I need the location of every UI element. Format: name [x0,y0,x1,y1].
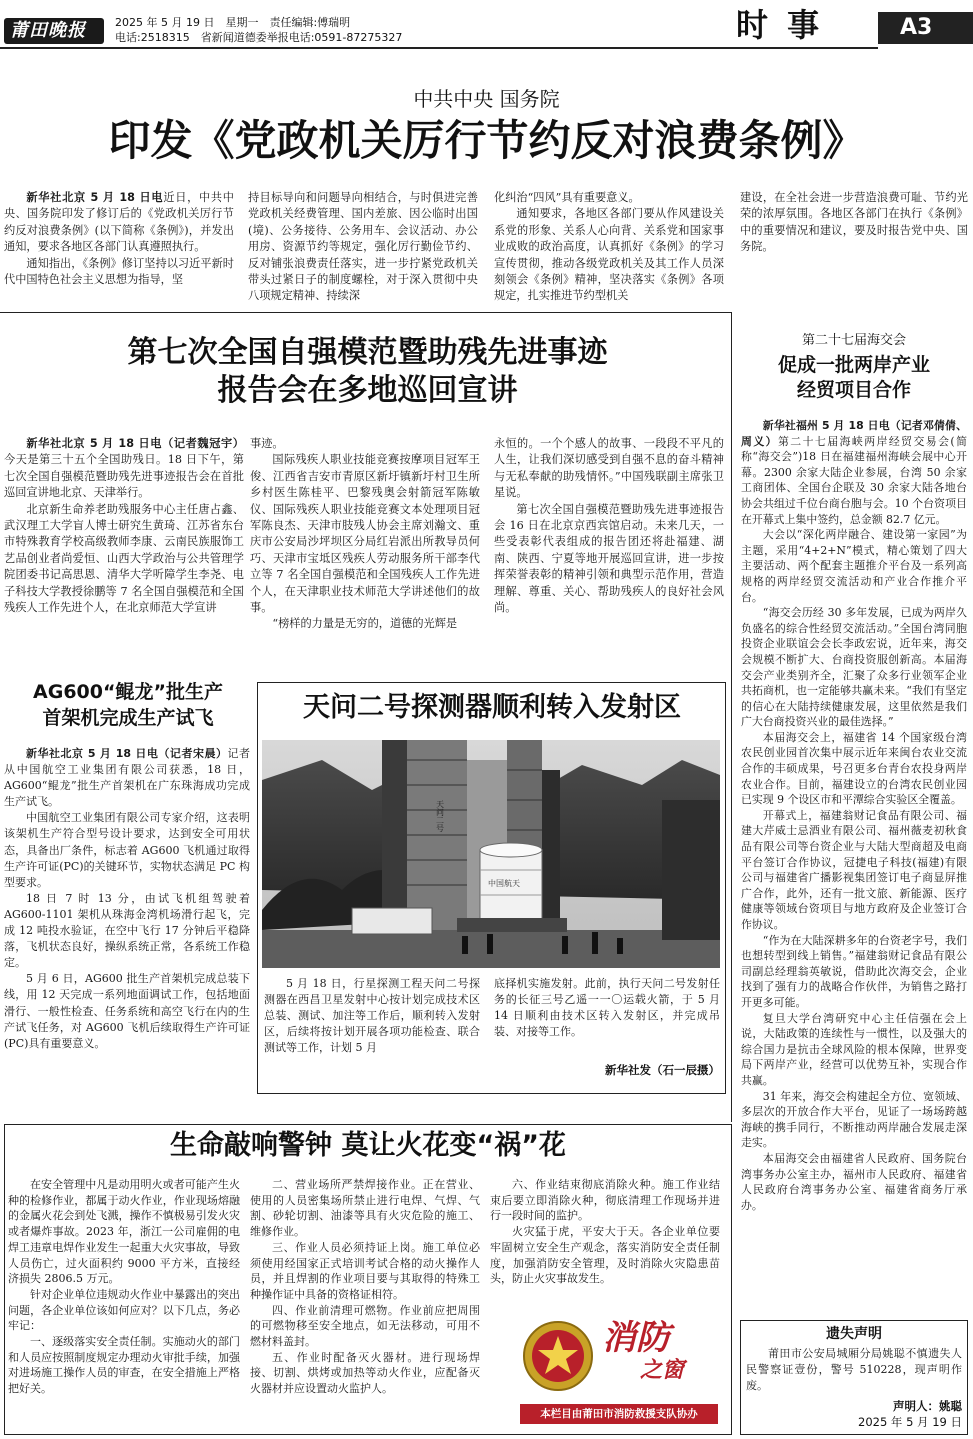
vehicle [352,908,432,934]
date-line: 2025 年 5 月 19 日 星期一 责任编辑:傅瑞明 [115,16,351,29]
strait-headline-line1: 促成一批两岸产业 [777,354,930,376]
fire-logo-text-1: 消防 [602,1318,670,1358]
notice-body: 莆田市公安局城厢分局姚聪不慎遗失人民警察证壹份，警号 510228，现声明作废。 [746,1347,962,1392]
disabled-column-2: 事迹。 国际残疾人职业技能竞赛按摩项目冠军王俊、江西省吉安市青原区新圩镇新圩村卫生所乡村医生陈桂平、巴黎残奥会射箭冠军陈敏仪、国际残疾人职业技能竞赛文本处理项目冠军陈良杰、天津市肢残人协会主席刘瀚文、重庆市公安局沙坪坝区分局红岩派出所教导员何巧、天津市宝坻区残疾人劳动服务所干部李代立等 7 名全国自强模范和全国残疾人工作先进个人，在天津职业技术师范大学讲述他们的故事。 “榜样的力量是无穷的，道德的光辉是 [250,437,480,631]
strait-headline-line2: 经贸项目合作 [796,379,911,401]
lead-column-1: 新华社北京 5 月 18 日电近日，中共中央、国务院印发了修订后的《党政机关厉行节约反对浪费条例》(以下简称《条例》)，并发出通知，要求各地区各部门认真遵照执行。 通知指出，《条例》修订坚持以习近平新时代中国特色社会主义思想为指导，坚 [4,191,234,287]
notice-signer: 声明人：姚聪 [893,1399,962,1413]
tianwen-photo [262,740,720,968]
ag600-dateline: 新华社北京 5 月 18 日电（记者宋晨） [26,747,228,760]
tianwen-caption-1: 5 月 18 日，行星探测工程天问二号探测器在西昌卫星发射中心按计划完成技术区总装、测试、加注等工作后，顺利转入发射区，后续将按计划开展各项功能检查、联合测试等工作，计划 5 月 [264,977,480,1055]
lead-bottom-rule [0,312,731,313]
ag600-body: 新华社北京 5 月 18 日电（记者宋晨）记者从中国航空工业集团有限公司获悉，18 日，AG600“鲲龙”批生产首架机在广东珠海成功完成生产试飞。 中国航空工业集团有限公司专家介绍，这表明该架机生产符合型号设计要求，达到安全可用状态，具备出厂条件，标志着 AG600 飞机通过取得生产许可证(PC)的关键环节，实物状态满足 PC 构型要求。 18 日 7 时 13 分，由试飞机组驾驶着 AG600-1101 架机从珠海金湾机场滑行起飞，完成 12 吨投水验证，在空中飞行 17 分钟后平稳降落，飞机状态良好，操纵系统正常，各系统工作稳定。 5 月 6 日，AG600 批生产首架机完成总装下线，用 12 天完成一系列地面调试工作，包括地面滑行、一般性检查、任务系统和高空飞行在内的生产试飞任务，对 AG600 飞机后续取得生产许可证(PC)具有重要意义。 [4,747,250,1050]
tianwen-caption-2: 底择机实施发射。此前，执行天问二号发射任务的长征三号乙遥一一〇运载火箭，于 5 月 14 日顺利由技术区转入发射区，并完成吊装、对接等工作。 [494,977,720,1039]
fire-banner-text: 本栏目由莆田市消防救援支队协办 [540,1408,698,1420]
fire-headline: 生命敲响警钟 莫让火花变“祸”花 [170,1130,566,1161]
ag600-headline-line2: 首架机完成生产试飞 [42,707,214,729]
section-title: 时 事 [736,6,824,44]
lead-column-3: 化纠治“四风”具有重要意义。 通知要求，各地区各部门要从作风建设关系党的形象、关系人心向背、关系党和国家事业成败的政治高度，认真抓好《条例》的学习宣传贯彻，推动各级党政机关及其工作人员深刻领会《条例》精神，坚决落实《条例》各项规定，扎实推进节约型机关 [494,191,724,303]
disabled-dateline: 新华社北京 5 月 18 日电（记者魏冠宇） [26,437,244,450]
strait-kicker: 第二十七届海交会 [801,333,906,348]
lead-kicker: 中共中央 国务院 [413,87,560,111]
masthead-rule [0,47,878,49]
phone-line: 电话:2518315 省新闻道德委举报电话:0591-87275327 [115,31,403,44]
lead-column-2: 持目标导向和问题导向相结合，与时俱进完善党政机关经费管理、国内差旅、因公临时出国(境)、公务接待、公务用车、会议活动、办公用房、资源节约等规定，强化厉行勤俭节约、反对铺张浪费责任落实，进一步拧紧党政机关带头过紧日子的制度螺栓，对于深入贯彻中央八项规定精神、持续深 [248,191,478,303]
fire-logo-text-2: 之窗 [640,1357,685,1383]
fire-column-3: 六、作业结束彻底消除火种。施工作业结束后要立即消除火种，彻底清理工作现场并进行一段时间的监护。 火灾猛于虎，平安大于天。各企业单位要牢固树立安全生产观念，落实消防安全责任制度，加强消防安全管理，及时消除火灾隐患苗头，防止火灾事故发生。 [490,1178,720,1286]
disabled-headline-line1: 第七次全国自强模范暨助残先进事迹 [127,335,608,370]
disabled-column-1: 新华社北京 5 月 18 日电（记者魏冠宇）今天是第三十五个全国助残日。18 日下午，第七次全国自强模范暨助残先进事迹报告会在首批巡回宣讲地北京、天津举行。 北京新生命养老助残服务中心主任唐占鑫、武汉理工大学盲人博士研究生黄琦、江苏省东台市特殊教育学校高级教师李康、云南民族服饰工艺品创业者尚爱恒、山西大学政治与公共管理学院团委书记高思恩、清华大学听障学生李尧、电子科技大学教授徐鹏等 7 名全国自强模范和全国残疾人工作先进个人，在北京师范大学宣讲 [4,437,244,615]
building-label: 天问二号 [435,800,445,832]
ag600-headline-line1: AG600“鲲龙”批生产 [33,681,223,703]
fire-column-2: 二、营业场所严禁焊接作业。正在营业、使用的人员密集场所禁止进行电焊、气焊、气割、砂轮切割、油漆等具有火灾危险的施工、维修作业。 三、作业人员必须持证上岗。施工单位必须使用经国家正式培训考试合格的动火操作人员，并且焊割的作业项目要与其取得的特殊工种操作证中具备的资格证相符。 四、作业前清理可燃物。作业前应把周围的可燃物移至安全地点，如无法移动，可用不燃材料盖封。 五、作业时配备灭火器材。进行现场焊接、切割、烘烤或加热等动火作业，应配备灭火器材并应设置动火监护人。 [250,1178,480,1396]
strait-body: 新华社福州 5 月 18 日电（记者邓倩倩、周义）第二十七届海峡两岸经贸交易会(简称“海交会”)18 日在福建福州海峡会展中心开幕。2300 余家大陆企业参展，台湾 50 余家工商团体、全国台企联及 30 余家大陆各地台协会共组过千位台商台胞与会。10 个台资项目在开幕式上集中签约，总金额 82.7 亿元。 大会以“深化两岸融合、建设第一家园”为主题，采用“4+2+N”模式，精心策划了四大主要活动、两个配套主题推介平台及一系列高规格的两岸经贸交流活动和产业合作推介平台。 “海交会历经 30 多年发展，已成为两岸久负盛名的综合性经贸交流活动。”全国台湾同胞投资企业联谊会会长李政宏说，近年来，海交会规模不断扩大、台商投资服创新高。本届海交会产业类别齐全，汇聚了众多行业领军企业共拓商机，也一定能够共赢未来。“我们有坚定的信心在大陆持续健康发展，这里依然是我们广大台商投资兴业的最佳选择。” 本届海交会上，福建省 14 个国家级台湾农民创业园首次集中展示近年来闽台农业交流合作的丰硕成果，号召更多台青台农投身两岸农业合作。目前，福建设立的台湾农民创业园已实现 9 个设区市和平潭综合实验区全覆盖。 开幕式上，福建翁财记食品有限公司、福建大芹威士忌酒业有限公司、福州薇麦初秋食品有限公司等台资企业与大陆大型商超及电商平台签订合作协议，冠捷电子科技(福建)有限公司与福建省广播影视集团签订电子商显屏推广合作，此外，还有一批文旅、新能源、医疗健康等领域台资项目与地方政府及企业签订合作协议。 “作为在大陆深耕多年的台资老字号，我们也想转型到线上销售。”福建翁财记食品有限公司副总经理翁英敏说，借助此次海交会，企业找到了强有力的战略合作伙伴，为销售之路打开更多可能。 复旦大学台湾研究中心主任信强在会上说，大陆政策的连续性与一惯性，以及强大的综合国力是抗击全球风险的根本保障，世界变局下两岸产业，经营可以优势互补，实现合作共赢。 31 年来，海交会构建起全方位、宽领域、多层次的开放合作大平台，见证了一场场跨越海峡的携手同行，不断推动两岸融合发展走深走实。 本届海交会由福建省人民政府、国务院台湾事务办公室主办，福州市人民政府、福建省人民政府台湾事务办公室、福建省商务厅承办。 [741,419,967,1212]
disabled-headline-line2: 报告会在多地巡回宣讲 [217,373,518,408]
lead-dateline: 新华社北京 5 月 18 日电 [26,191,164,204]
notice-date: 2025 年 5 月 19 日 [858,1415,962,1429]
disabled-column-3: 永恒的。一个个感人的故事、一段段不平凡的人生，让我们深切感受到自强不息的奋斗精神与无私奉献的助残情怀。”中国残联副主席张卫星说。 第七次全国自强模范暨助残先进事迹报告会 16 日在北京京西宾馆启动。未来几天，一些受表彰代表组成的报告团还将赴福建、湖南、陕西、宁夏等地开展巡回宣讲，进一步按挥荣誉表彰的精神引领和典型示范作用，营造理解、尊重、关心、帮助残疾人的良好社会风尚。 [494,437,724,615]
strait-dateline: 新华社福州 5 月 18 日电（记者邓倩倩、周义） [741,419,967,448]
tianwen-headline: 天问二号探测器顺利转入发射区 [303,692,681,723]
fire-emblem [520,1318,596,1394]
paper-name: 莆田晚报 [10,20,86,41]
strait-left-rule [731,312,732,1122]
lead-column-4: 建设，在全社会进一步营造浪费可耻、节约光荣的浓厚氛围。各地区各部门在执行《条例》中的重要情况和建议，要及时报告党中央、国务院。 [740,191,968,254]
page-number: A3 [900,15,933,40]
fairing-label: 中国航天 [488,879,520,888]
notice-title: 遗失声明 [826,1326,882,1342]
tianwen-credit: 新华社发（石一辰摄） [605,1063,720,1077]
photo-trees-right [662,800,720,940]
fire-column-1: 在安全管理中凡是动用明火或者可能产生火种的检修作业，都属于动火作业，作业现场熔融的金属火花会到处飞溅，操作不慎极易引发火灾或者爆炸事故。2023 年，浙江一公司雇佣的电焊工违章电焊作业发生一起重大火灾事故，导致人员伤亡，过火面积约 9000 平方米，直接经济损失 2806.5 万元。 针对企业单位违规动火作业中暴露出的突出问题，各企业单位该如何应对？以下几点，务必牢记： 一、逐级落实安全责任制。实施动火的部门和人员应按照制度规定办理动火审批手续，加强对进场施工操作人员的审查，在安全措施上严格把好关。 [8,1178,240,1396]
masthead [0,0,973,50]
lead-headline: 印发《党政机关厉行节约反对浪费条例》 [108,116,865,165]
